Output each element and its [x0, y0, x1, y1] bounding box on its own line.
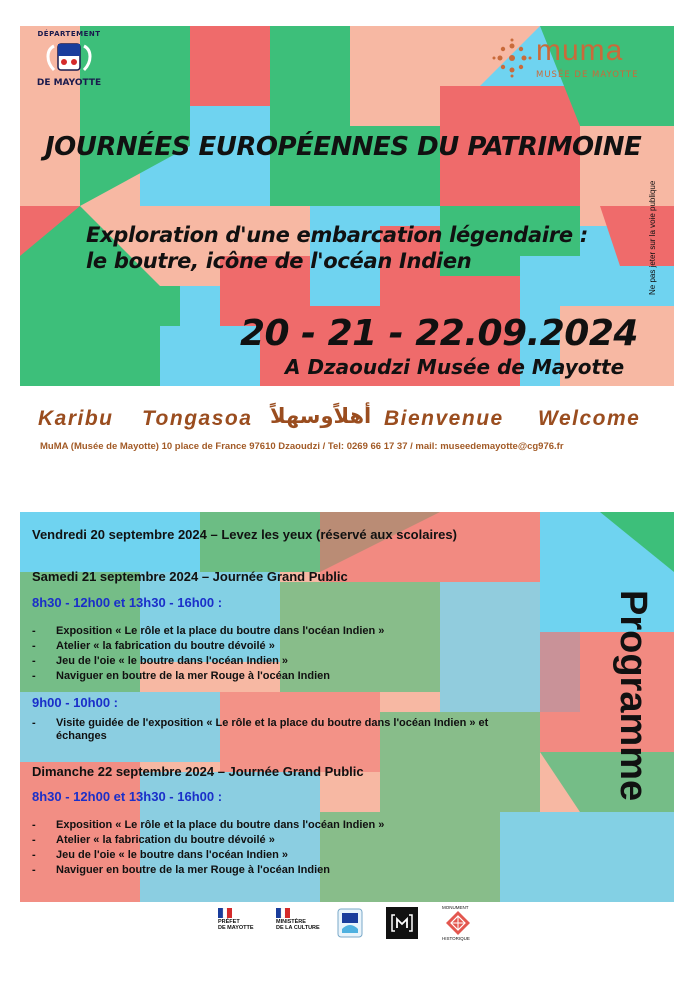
- seahorse-crest-icon: [42, 40, 96, 76]
- museum-logo: [492, 34, 662, 82]
- department-emblem-logo: [336, 907, 364, 939]
- subtitle-line-2: le boutre, icône de l'océan Indien: [86, 249, 472, 273]
- welcome-word-arabic: أهلاًوسهلاً: [270, 404, 372, 428]
- ministere-text-1: MINISTÈRE: [276, 919, 306, 925]
- friday-heading: Vendredi 20 septembre 2024 – Levez les yeux (réservé aux scolaires): [32, 527, 457, 542]
- event-dates: 20 - 21 - 22.09.2024: [240, 313, 638, 354]
- sunday-item: - Naviguer en boutre de la mer Rouge à l'océan Indien: [32, 864, 331, 876]
- emblem-icon: [336, 907, 364, 939]
- saturday-time-slot-1: 8h30 - 12h00 et 13h30 - 16h00 :: [32, 595, 223, 610]
- sunday-item: - Exposition « Le rôle et la place du boutre dans l'océan Indien »: [32, 819, 385, 831]
- department-logo: [36, 30, 102, 96]
- museum-address: MuMA (Musée de Mayotte) 10 place de France 97610 Dzaoudzi / Tel: 0269 66 17 37 / mail: museedemayotte@cg976.fr: [40, 441, 564, 452]
- saturday-item: - Naviguer en boutre de la mer Rouge à l'océan Indien: [32, 670, 331, 682]
- sunday-item: - Jeu de l'oie « le boutre dans l'océan Indien »: [32, 849, 289, 861]
- saturday-time-slot-2: 9h00 - 10h00 :: [32, 695, 118, 710]
- prefet-text-2: DE MAYOTTE: [218, 925, 254, 931]
- marianne-icon: [218, 908, 232, 918]
- saturday-guided-visit: - Visite guidée de l'exposition « Le rôle et la place du boutre dans l'océan Indien » et: [32, 717, 489, 729]
- prefet-text-1: PRÉFET: [218, 919, 240, 925]
- litter-notice-text: Ne pas jeter sur la voie publique: [648, 180, 657, 295]
- labyrinth-icon: [446, 911, 470, 935]
- monument-text-2: HISTORIQUE: [442, 936, 470, 941]
- event-location: A Dzaoudzi Musée de Mayotte: [285, 355, 625, 379]
- bracket-m-icon: [386, 907, 418, 939]
- marianne-icon: [276, 908, 290, 918]
- subtitle-line-1: Exploration d'une embarcation légendaire :: [86, 223, 588, 247]
- saturday-guided-visit-continued: échanges: [56, 730, 107, 742]
- museum-square-logo: [386, 907, 418, 939]
- sunday-item: - Atelier « la fabrication du boutre dévoilé »: [32, 834, 275, 846]
- litter-notice: [648, 145, 662, 295]
- event-title: JOURNÉES EUROPÉENNES DU PATRIMOINE: [45, 132, 642, 162]
- saturday-item: - Jeu de l'oie « le boutre dans l'océan Indien »: [32, 655, 289, 667]
- department-bottom-text: DE MAYOTTE: [36, 78, 102, 88]
- museum-full-name: MUSÉE DE MAYOTTE: [536, 70, 639, 80]
- welcome-word-bienvenue: Bienvenue: [384, 407, 504, 430]
- sunday-time-slot-1: 8h30 - 12h00 et 13h30 - 16h00 :: [32, 789, 223, 804]
- monument-historique-logo: [440, 905, 480, 945]
- saturday-heading: Samedi 21 septembre 2024 – Journée Grand Public: [32, 569, 348, 584]
- sunday-heading: Dimanche 22 septembre 2024 – Journée Grand Public: [32, 764, 364, 779]
- ministere-text-2: DE LA CULTURE: [276, 925, 320, 931]
- programme-label-text: Programme: [612, 590, 654, 802]
- department-top-text: DÉPARTEMENT: [37, 30, 101, 38]
- sun-pattern-icon: [492, 38, 532, 78]
- museum-short-name: muma: [536, 34, 624, 67]
- welcome-word-karibu: Karibu: [38, 407, 114, 430]
- monument-text-1: MONUMENT: [442, 905, 469, 910]
- welcome-word-welcome: Welcome: [538, 407, 641, 430]
- welcome-word-tongasoa: Tongasoa: [142, 407, 253, 430]
- saturday-item: - Exposition « Le rôle et la place du boutre dans l'océan Indien »: [32, 625, 385, 637]
- ministere-logo: [276, 908, 326, 938]
- programme-vertical-label: [612, 590, 652, 850]
- prefet-logo: [218, 908, 260, 938]
- saturday-item: - Atelier « la fabrication du boutre dévoilé »: [32, 640, 275, 652]
